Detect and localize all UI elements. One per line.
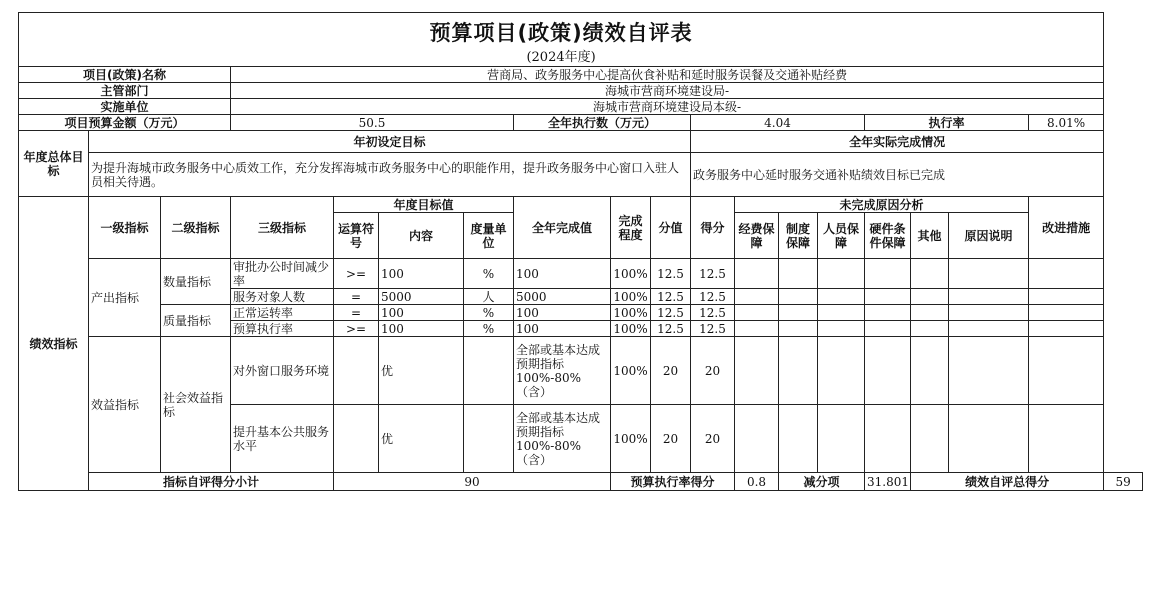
- exec-amount-value: 4.04: [691, 115, 865, 131]
- unit-row: [19, 99, 1143, 115]
- row-r5: [911, 337, 949, 405]
- row-l3: 提升基本公共服务水平: [231, 405, 334, 473]
- row-r1: [735, 259, 779, 289]
- header-r3: 人员保障: [818, 213, 865, 259]
- row-r1: [735, 405, 779, 473]
- project-value: 营商局、政务服务中心提高伙食补贴和延时服务误餐及交通补贴经费: [231, 67, 1104, 83]
- footer-row: [19, 473, 1143, 491]
- goals-label: 年度总体目标: [19, 131, 89, 197]
- row-got: 12.5: [691, 259, 735, 289]
- header-content: 内容: [379, 213, 464, 259]
- row-content: 100: [379, 321, 464, 337]
- budget-label: 项目预算金额（万元）: [19, 115, 231, 131]
- row-r2: [779, 337, 818, 405]
- row-r6: [949, 405, 1029, 473]
- row-r5: [911, 405, 949, 473]
- header-actual: 全年完成值: [514, 197, 611, 259]
- dept-label: 主管部门: [19, 83, 231, 99]
- initial-goal-text: 为提升海城市政务服务中心质效工作，充分发挥海城市政务服务中心的职能作用，提升政务服务中心窗口入驻人员相关待遇。: [89, 153, 691, 197]
- unit-label: 实施单位: [19, 99, 231, 115]
- row-r3: [818, 337, 865, 405]
- row-r3: [818, 405, 865, 473]
- row-unit: [464, 337, 514, 405]
- row-r3: [818, 259, 865, 289]
- actual-goal-header: 全年实际完成情况: [691, 131, 1104, 153]
- form-year: (2024年度): [526, 49, 596, 65]
- row-unit: %: [464, 321, 514, 337]
- row-r1: [735, 337, 779, 405]
- row-got: 12.5: [691, 305, 735, 321]
- row-r3: [818, 305, 865, 321]
- row-r4: [865, 259, 911, 289]
- table-row: [19, 305, 1143, 321]
- evaluation-table: [18, 12, 1143, 491]
- actual-goal-text: 政务服务中心延时服务交通补贴绩效目标已完成: [691, 153, 1104, 197]
- row-got: 12.5: [691, 289, 735, 305]
- row-improve: [1029, 337, 1104, 405]
- row-score: 12.5: [651, 305, 691, 321]
- row-improve: [1029, 321, 1104, 337]
- header-annual: 年度目标值: [334, 197, 514, 213]
- subtotal-label: 指标自评得分小计: [89, 473, 334, 491]
- row-l3: 正常运转率: [231, 305, 334, 321]
- row-unit: [464, 405, 514, 473]
- row-r6: [949, 321, 1029, 337]
- header-r4: 硬件条件保障: [865, 213, 911, 259]
- row-content: 5000: [379, 289, 464, 305]
- row-op: =: [334, 289, 379, 305]
- header-got: 得分: [691, 197, 735, 259]
- row-degree: 100%: [611, 259, 651, 289]
- row-r5: [911, 305, 949, 321]
- group-quantity: 数量指标: [161, 259, 231, 305]
- row-r6: [949, 259, 1029, 289]
- group-output: 产出指标: [89, 259, 161, 337]
- project-row: [19, 67, 1143, 83]
- row-r3: [818, 289, 865, 305]
- header-unit: 度量单位: [464, 213, 514, 259]
- exec-rate-value: 8.01%: [1029, 115, 1104, 131]
- goals-text-row: [19, 153, 1143, 197]
- row-l3: 对外窗口服务环境: [231, 337, 334, 405]
- goals-header-row: [19, 131, 1143, 153]
- group-social: 社会效益指标: [161, 337, 231, 473]
- row-l3: 审批办公时间减少率: [231, 259, 334, 289]
- row-r1: [735, 321, 779, 337]
- row-content: 100: [379, 259, 464, 289]
- row-r4: [865, 321, 911, 337]
- unit-value: 海城市营商环境建设局本级-: [231, 99, 1104, 115]
- exec-rate-label: 执行率: [865, 115, 1029, 131]
- row-degree: 100%: [611, 321, 651, 337]
- row-actual: 全部或基本达成预期指标100%-80%（含）: [514, 405, 611, 473]
- row-r4: [865, 305, 911, 321]
- row-r2: [779, 259, 818, 289]
- row-r1: [735, 305, 779, 321]
- row-degree: 100%: [611, 289, 651, 305]
- row-unit: 人: [464, 289, 514, 305]
- row-r6: [949, 337, 1029, 405]
- exec-amount-label: 全年执行数（万元）: [514, 115, 691, 131]
- row-l3: 预算执行率: [231, 321, 334, 337]
- row-degree: 100%: [611, 337, 651, 405]
- header-reason-group: 未完成原因分析: [735, 197, 1029, 213]
- row-r5: [911, 259, 949, 289]
- row-r5: [911, 289, 949, 305]
- dept-row: [19, 83, 1143, 99]
- perf-label: 绩效指标: [19, 197, 89, 491]
- row-score: 20: [651, 405, 691, 473]
- row-actual: 5000: [514, 289, 611, 305]
- row-content: 优: [379, 337, 464, 405]
- row-r5: [911, 321, 949, 337]
- header-r6: 原因说明: [949, 213, 1029, 259]
- row-r2: [779, 305, 818, 321]
- row-improve: [1029, 259, 1104, 289]
- row-degree: 100%: [611, 305, 651, 321]
- row-improve: [1029, 405, 1104, 473]
- row-actual: 100: [514, 321, 611, 337]
- total-label: 绩效自评总得分: [911, 473, 1104, 491]
- row-op: [334, 405, 379, 473]
- row-actual: 全部或基本达成预期指标100%-80%（含）: [514, 337, 611, 405]
- row-r2: [779, 321, 818, 337]
- row-unit: %: [464, 259, 514, 289]
- project-label: 项目(政策)名称: [19, 67, 231, 83]
- row-actual: 100: [514, 259, 611, 289]
- exec-score-label: 预算执行率得分: [611, 473, 735, 491]
- header-degree: 完成程度: [611, 197, 651, 259]
- row-score: 20: [651, 337, 691, 405]
- row-r3: [818, 321, 865, 337]
- row-r4: [865, 289, 911, 305]
- row-actual: 100: [514, 305, 611, 321]
- row-r1: [735, 289, 779, 305]
- row-got: 20: [691, 405, 735, 473]
- deduct-value: 31.801: [865, 473, 911, 491]
- evaluation-form: [18, 12, 1143, 491]
- header-op: 运算符号: [334, 213, 379, 259]
- row-op: >=: [334, 321, 379, 337]
- row-l3: 服务对象人数: [231, 289, 334, 305]
- subtotal-value: 90: [334, 473, 611, 491]
- group-benefit: 效益指标: [89, 337, 161, 473]
- row-content: 100: [379, 305, 464, 321]
- header-r1: 经费保障: [735, 213, 779, 259]
- total-value: 59: [1104, 473, 1143, 491]
- budget-row: [19, 115, 1143, 131]
- header-improve: 改进措施: [1029, 197, 1104, 259]
- table-row: [19, 337, 1143, 405]
- row-op: [334, 337, 379, 405]
- header-r2: 制度保障: [779, 213, 818, 259]
- row-score: 12.5: [651, 289, 691, 305]
- header-r5: 其他: [911, 213, 949, 259]
- row-r2: [779, 405, 818, 473]
- row-improve: [1029, 289, 1104, 305]
- row-content: 优: [379, 405, 464, 473]
- row-r6: [949, 305, 1029, 321]
- row-op: >=: [334, 259, 379, 289]
- indicator-header-row-1: [19, 197, 1143, 213]
- dept-value: 海城市营商环境建设局-: [231, 83, 1104, 99]
- header-l1: 一级指标: [89, 197, 161, 259]
- initial-goal-header: 年初设定目标: [89, 131, 691, 153]
- row-improve: [1029, 305, 1104, 321]
- budget-value: 50.5: [231, 115, 514, 131]
- header-l3: 三级指标: [231, 197, 334, 259]
- header-l2: 二级指标: [161, 197, 231, 259]
- row-r2: [779, 289, 818, 305]
- row-op: =: [334, 305, 379, 321]
- exec-score-value: 0.8: [735, 473, 779, 491]
- row-degree: 100%: [611, 405, 651, 473]
- group-quality: 质量指标: [161, 305, 231, 337]
- row-got: 12.5: [691, 321, 735, 337]
- row-got: 20: [691, 337, 735, 405]
- row-r6: [949, 289, 1029, 305]
- row-score: 12.5: [651, 259, 691, 289]
- deduct-label: 减分项: [779, 473, 865, 491]
- title-row: [19, 13, 1143, 67]
- row-r4: [865, 405, 911, 473]
- title-cell: [19, 13, 1104, 67]
- row-r4: [865, 337, 911, 405]
- form-title: 预算项目(政策)绩效自评表: [429, 20, 693, 45]
- table-row: [19, 259, 1143, 289]
- header-score: 分值: [651, 197, 691, 259]
- row-score: 12.5: [651, 321, 691, 337]
- row-unit: %: [464, 305, 514, 321]
